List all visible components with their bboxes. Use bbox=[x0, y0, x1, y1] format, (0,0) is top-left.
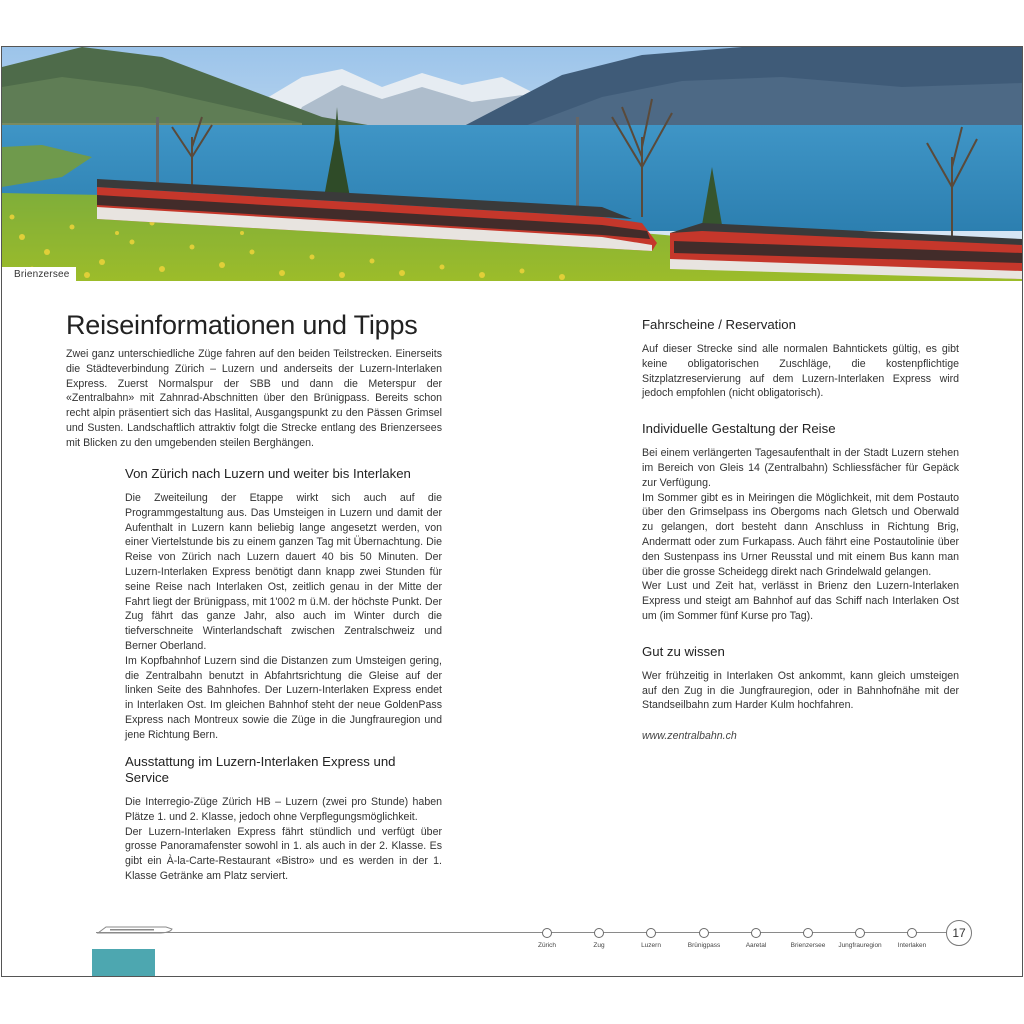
section-paragraph: Wer Lust und Zeit hat, verlässt in Brienz den Luzern-Interlaken Express und steigt am Bahnhof auf das Schiff nach Interlaken Ost um (im Sommer fünf Kurse pro Tag). bbox=[642, 580, 959, 622]
page-title: Reiseinformationen und Tipps bbox=[66, 310, 418, 340]
section-heading: Ausstattung im Luzern-Interlaken Express und Service bbox=[125, 754, 396, 785]
station-dot bbox=[803, 928, 813, 938]
station-dot bbox=[855, 928, 865, 938]
station-bruenigpass bbox=[674, 928, 734, 949]
station-brienzersee bbox=[778, 928, 838, 949]
page-number: 17 bbox=[946, 920, 972, 946]
station-label: Aaretal bbox=[745, 942, 767, 949]
section-heading: Fahrscheine / Reservation bbox=[642, 317, 796, 332]
station-dot bbox=[646, 928, 656, 938]
station-label: Zürich bbox=[537, 942, 557, 949]
station-dot bbox=[699, 928, 709, 938]
train-icon bbox=[96, 923, 176, 937]
section-paragraph: Im Sommer gibt es in Meiringen die Möglichkeit, mit dem Postauto über den Grimselpass ins Obergoms nach Gletsch und Oberwald zu gelangen, dort besteht dann Anschluss in Richtung Brig, Andermatt oder zum Furkapass. Auch fährt eine Postautolinie über den Sustenpass ins Urner Reusstal und mit einem Bus kann man über die grosse Scheidegg direkt nach Grindelwald gelangen. bbox=[642, 491, 959, 578]
section-paragraph: Im Kopfbahnhof Luzern sind die Distanzen zum Umsteigen gering, die Zentralbahn benutzt in Abfahrtsrichtung die Gleise auf der linken Seite des Bahnhofes. Der Luzern-Interlaken Express endet in Interlaken Ost. Im gleichen Bahnhof steht der neue GoldenPass Express nach Montreux sowie die Züge in die Jungfrauregion und jene Richtung Bern. bbox=[125, 654, 442, 741]
section-zurich-luzern bbox=[125, 466, 442, 743]
section-paragraph: Bei einem verlängerten Tagesaufenthalt in der Stadt Luzern stehen im Bereich von Gleis 14 (Zentralbahn) Schliessfächer für Gepäck zur Verfügung. bbox=[642, 447, 959, 489]
station-jungfrauregion bbox=[830, 928, 890, 949]
section-paragraph: Die Zweiteilung der Etappe wirkt sich auch auf die Programmgestaltung aus. Das Umsteigen in Luzern und damit der Aufenthalt in Luzern kann beliebig lange angesetzt werden, von einer Viertelstunde bis zu einem ganzen Tag mit Übernachtung. Die Reise von Zürich nach Luzern dauert 40 bis 50 Minuten. Der Luzern-Interlaken Express benötigt dann knapp zwei Stunden für seine Reise nach Interlaken Ost, zeitlich genau in der Mitte der Fahrt liegt der Brünigpass, mit 1'002 m ü.M. der höchste Punkt. Der Zug fährt das ganze Jahr, also auch im Winter durch die tiefverschneite Winterlandschaft zwischen Zentralschweiz und Berner Oberland. bbox=[125, 492, 442, 652]
station-dot bbox=[594, 928, 604, 938]
section-gestaltung bbox=[642, 421, 959, 624]
section-gut-zu-wissen bbox=[642, 644, 959, 744]
section-paragraph: Die Interregio-Züge Zürich HB – Luzern (zwei pro Stunde) haben Plätze 1. und 2. Klasse, jedoch ohne Verpflegungsmöglichkeit. bbox=[125, 796, 442, 823]
intro-section bbox=[66, 309, 442, 451]
station-label: Brienzersee bbox=[790, 942, 826, 949]
station-zurich bbox=[517, 928, 577, 949]
document-page bbox=[1, 46, 1023, 977]
header-photo bbox=[2, 47, 1022, 281]
station-dot bbox=[751, 928, 761, 938]
station-aaretal bbox=[726, 928, 786, 949]
section-paragraph: Der Luzern-Interlaken Express fährt stündlich und verfügt über grosse Panoramafenster sowohl in 1. als auch in der 2. Klasse. Es gibt ein À-la-Carte-Restaurant «Bistro» und es werden in der 1. Klasse Getränke am Platz serviert. bbox=[125, 825, 442, 882]
intro-paragraph: Zwei ganz unterschiedliche Züge fahren auf den beiden Teilstrecken. Einerseits die Städteverbindung Zürich – Luzern und anderseits der Luzern-Interlaken Express. Zuerst Normalspur der SBB und dann die Meterspur der «Zentralbahn» mit Zahnrad-Abschnitten über den Brünigpass. Bereits schon recht alpin präsentiert sich das Haslital, Ausgangspunkt zu den Pässen Grimsel und Susten. Landschaftlich attraktiv folgt die Strecke entlang des Brienzersees mit Blicken zu den umgebenden steilen Berghängen. bbox=[66, 348, 442, 449]
photo-caption: Brienzersee bbox=[2, 267, 76, 281]
footer bbox=[2, 907, 1022, 977]
section-heading: Von Zürich nach Luzern und weiter bis Interlaken bbox=[125, 466, 411, 481]
section-heading: Gut zu wissen bbox=[642, 643, 725, 659]
section-fahrscheine bbox=[642, 317, 959, 401]
website-link[interactable]: www.zentralbahn.ch bbox=[642, 730, 737, 743]
lake-train-illustration bbox=[2, 47, 1022, 281]
station-label: Zug bbox=[593, 942, 605, 949]
station-label: Jungfrauregion bbox=[838, 942, 882, 949]
station-dot bbox=[542, 928, 552, 938]
section-heading: Individuelle Gestaltung der Reise bbox=[642, 421, 836, 437]
section-paragraph: Wer frühzeitig in Interlaken Ost ankommt, kann gleich umsteigen auf den Zug in die Jungfrauregion, oder in Bahnhofnähe mit der Standseilbahn zum Harder Kulm hochfahren. bbox=[642, 669, 959, 712]
station-label: Luzern bbox=[641, 942, 661, 949]
color-tab bbox=[92, 949, 155, 977]
section-paragraph: Auf dieser Strecke sind alle normalen Bahntickets gültig, es gibt keine obligatorischen Zuschläge, die kostenpflichtige Sitzplatzreservierung auf dem Luzern-Interlaken Express wird jedoch empfohlen (nicht obligatorisch). bbox=[642, 343, 959, 400]
station-interlaken bbox=[882, 928, 942, 949]
right-column bbox=[642, 317, 959, 764]
station-label: Brünigpass bbox=[687, 942, 721, 949]
station-dot bbox=[907, 928, 917, 938]
station-zug bbox=[569, 928, 629, 949]
station-luzern bbox=[621, 928, 681, 949]
section-ausstattung bbox=[125, 754, 442, 884]
station-label: Interlaken bbox=[897, 942, 927, 949]
